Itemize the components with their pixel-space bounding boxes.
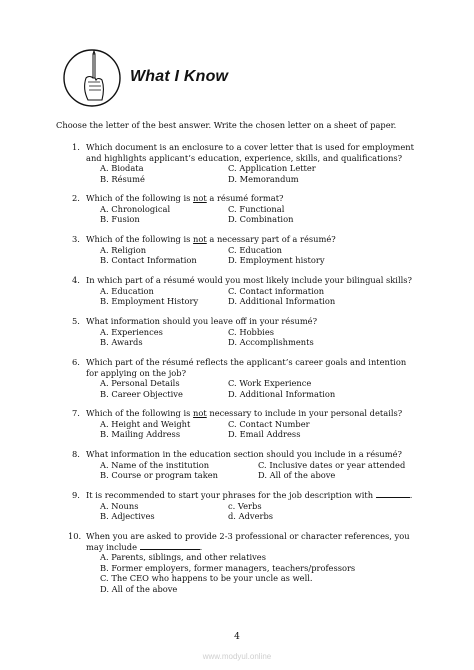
option-b: B. Adjectives — [100, 511, 155, 521]
question-text: Which part of the résumé reflects the applicant’s career goals and intention — [86, 357, 407, 367]
question-2 — [72, 193, 422, 225]
option-b: B. Course or program taken — [100, 470, 218, 480]
watermark: www.modyul.online — [202, 652, 272, 661]
option-c: C. Education — [228, 244, 282, 255]
question-4 — [72, 275, 422, 307]
option-b: B. Résumé — [100, 173, 145, 184]
option-b: B. Former employers, former managers, teachers/professors — [100, 562, 356, 573]
question-number: 8. — [72, 449, 80, 459]
instructions: Choose the letter of the best answer. Write the chosen letter on a sheet of paper. — [56, 120, 397, 130]
option-a: A. Chronological — [100, 203, 171, 214]
question-text: and highlights applicant’s education, experience, skills, and qualifications? — [86, 152, 403, 163]
section-header — [62, 48, 442, 116]
question-number: 4. — [72, 275, 80, 285]
option-a: A. Experiences — [100, 326, 163, 337]
option-c: C. Application Letter — [228, 163, 316, 173]
question-number: 6. — [72, 357, 80, 367]
emphasis-not: not — [193, 193, 207, 203]
page-title: What I Know — [130, 68, 229, 85]
option-b: B. Contact Information — [100, 255, 197, 265]
option-d: D. Combination — [228, 214, 294, 224]
question-text: . — [409, 490, 413, 500]
question-text: for applying on the job? — [86, 367, 187, 378]
question-1 — [72, 142, 422, 184]
option-d: D. All of the above — [100, 583, 178, 594]
question-7 — [72, 408, 422, 440]
option-a: A. Education — [100, 285, 154, 296]
question-text: Which of the following is — [86, 193, 194, 203]
emphasis-not: not — [193, 408, 207, 418]
option-c: C. Work Experience — [228, 378, 312, 388]
question-number: 3. — [72, 234, 80, 244]
question-9 — [72, 490, 422, 522]
option-c: c. Verbs — [228, 500, 262, 511]
question-text: What information in the education section should you include in a résumé? — [86, 449, 402, 459]
question-5 — [72, 316, 422, 348]
question-number: 7. — [72, 408, 80, 418]
question-3 — [72, 234, 422, 266]
option-d: D. Accomplishments — [228, 337, 314, 347]
option-b: B. Career Objective — [100, 388, 183, 399]
option-b: B. Employment History — [100, 296, 199, 306]
option-c: C. Contact Number — [228, 418, 310, 429]
option-d: d. Adverbs — [228, 511, 274, 521]
question-text: Which of the following is — [86, 234, 194, 244]
question-text: necessary to include in your personal details? — [206, 408, 403, 418]
option-a: A. Nouns — [100, 500, 139, 511]
option-d: D. Memorandum — [228, 173, 299, 184]
option-c: C. Hobbies — [228, 326, 275, 337]
emphasis-not: not — [193, 234, 207, 244]
option-a: A. Religion — [100, 244, 147, 255]
option-b: B. Fusion — [100, 214, 140, 224]
option-a: A. Name of the institution — [100, 459, 210, 470]
question-number: 2. — [72, 193, 80, 203]
question-number: 5. — [72, 316, 80, 326]
question-8 — [72, 449, 422, 481]
option-a: A. Parents, siblings, and other relatives — [100, 552, 266, 562]
option-c: C. The CEO who happens to be your uncle as well. — [100, 573, 313, 583]
option-d: D. Additional Information — [228, 388, 336, 399]
question-text: a résumé format? — [206, 193, 284, 203]
question-text: Which document is an enclosure to a cover letter that is used for employment — [86, 142, 414, 152]
question-text: . — [199, 541, 203, 552]
option-c: C. Functional — [228, 203, 285, 214]
question-10 — [68, 531, 418, 594]
option-a: A. Personal Details — [100, 378, 180, 388]
question-6 — [72, 357, 422, 399]
option-d: D. Employment history — [228, 255, 325, 265]
option-d: D. All of the above — [258, 470, 336, 480]
question-text: In which part of a résumé would you most likely include your bilingual skills? — [86, 275, 412, 285]
question-text: When you are asked to provide 2-3 professional or character references, you — [86, 531, 410, 541]
question-text: Which of the following is — [86, 408, 194, 418]
option-a: A. Height and Weight — [100, 418, 191, 429]
question-text: may include — [86, 541, 140, 552]
question-text: What information should you leave off in your résumé? — [86, 316, 318, 326]
option-d: D. Email Address — [228, 429, 301, 439]
pencil-hand-icon — [62, 48, 122, 108]
option-b: B. Mailing Address — [100, 429, 181, 439]
question-number: 1. — [72, 142, 80, 152]
option-d: D. Additional Information — [228, 296, 336, 306]
answer-blank — [140, 542, 200, 550]
question-text: a necessary part of a résumé? — [206, 234, 336, 244]
option-b: B. Awards — [100, 337, 143, 347]
page-number: 4 — [234, 632, 240, 642]
answer-blank — [376, 490, 410, 498]
question-text: It is recommended to start your phrases for the job description with — [86, 490, 376, 500]
question-number: 9. — [72, 490, 80, 500]
option-c: C. Inclusive dates or year attended — [258, 459, 406, 470]
question-number: 10. — [68, 531, 82, 541]
option-c: C. Contact information — [228, 285, 325, 296]
option-a: A. Biodata — [100, 163, 144, 173]
